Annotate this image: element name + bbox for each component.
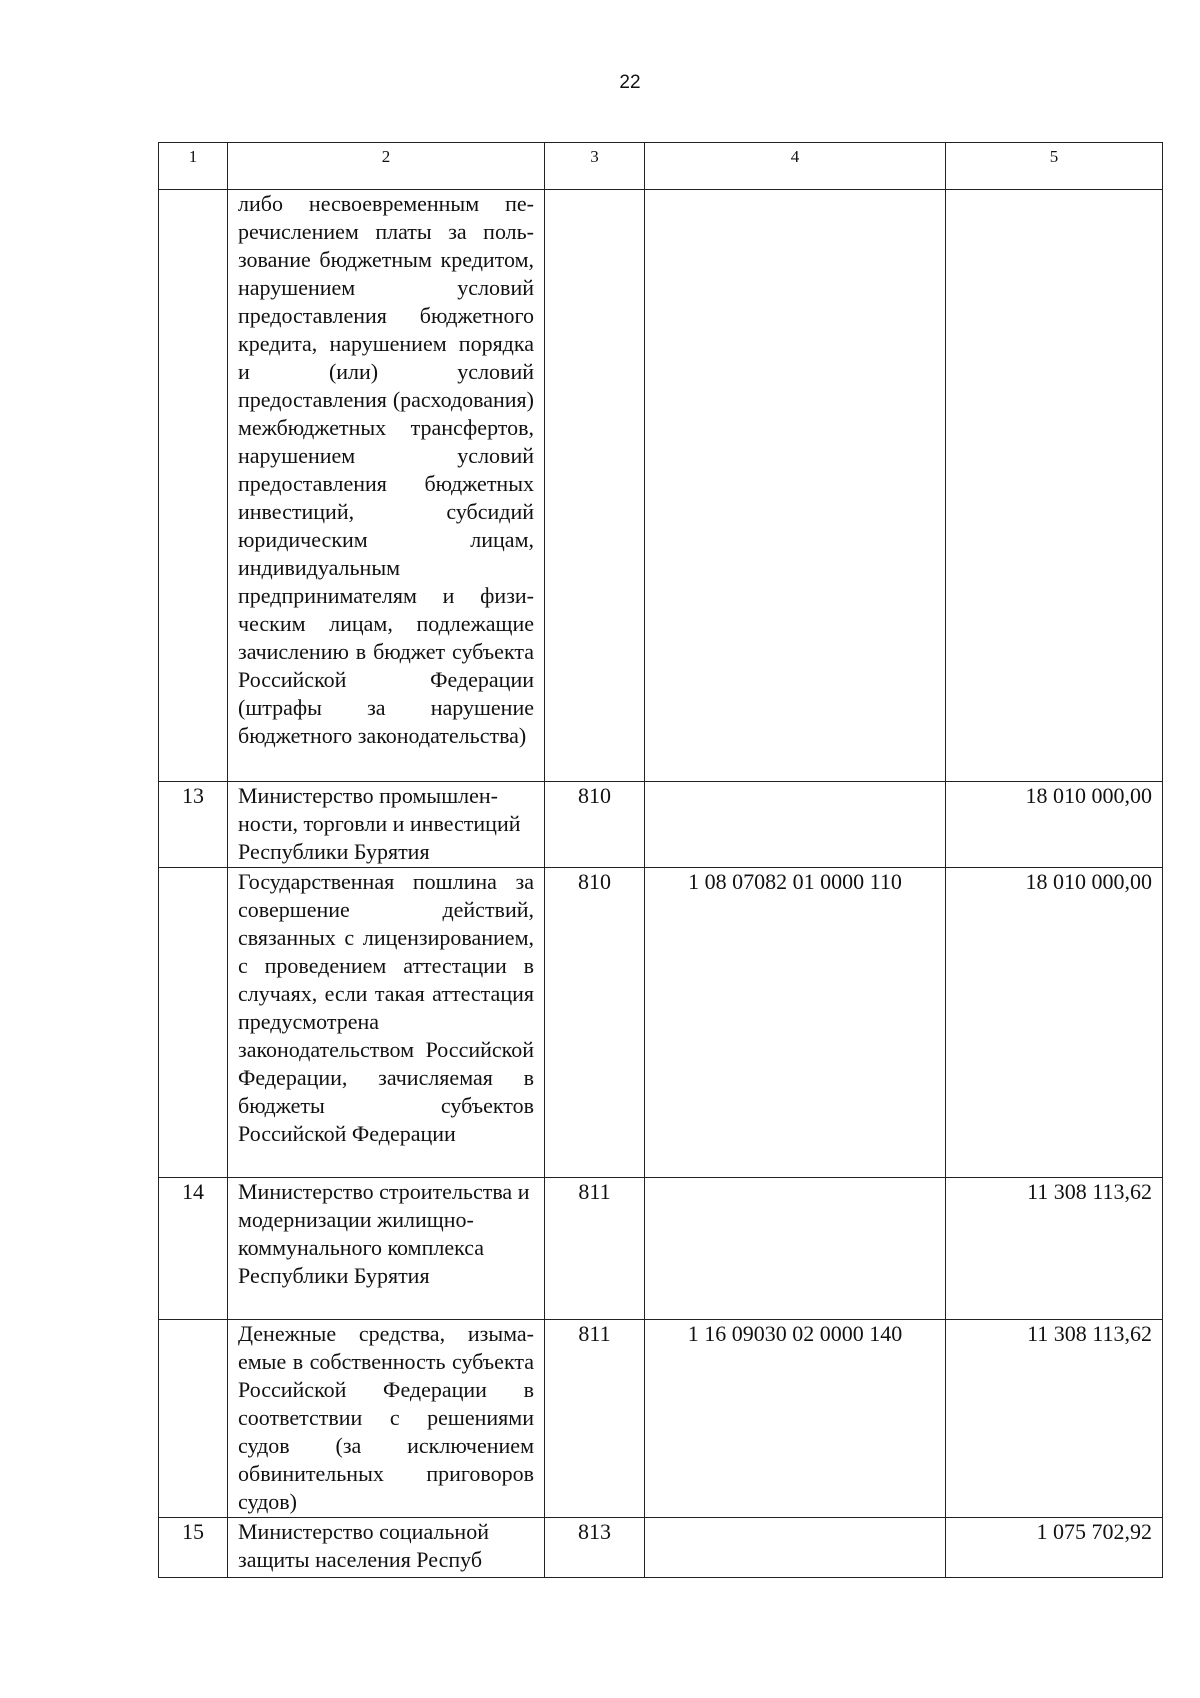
row-budget-code: [645, 190, 946, 782]
row-number: [159, 190, 228, 782]
row-admin-code: [545, 190, 645, 782]
row-budget-code: [645, 1178, 946, 1320]
row-description: либо несвоевременным перечислением платы за пользование бюджетным кредитом, нарушением условий предоставления бюджетного кредита, нарушением порядка и (или) условий предоставления (расходования) межбюджетных трансфертов, нарушением условий предоставления бюджетных инвестиций, субсидий юридическим лицам, индивидуальным предпринимателям и физическим лицам, подлежащие зачислению в бюджет субъекта Российской Федерации (штрафы за нарушение бюджетного законодательства): [228, 190, 545, 782]
table-row: [159, 190, 1163, 782]
row-amount: 11 308 113,62: [946, 1178, 1163, 1320]
row-admin-code: 810: [545, 782, 645, 868]
column-header-5: 5: [946, 143, 1163, 190]
table-header-row: [159, 143, 1163, 190]
row-admin-code: 811: [545, 1178, 645, 1320]
row-budget-code: 1 08 07082 01 0000 110: [645, 868, 946, 1178]
row-amount: 1 075 702,92: [946, 1518, 1163, 1578]
table-row: [159, 1320, 1163, 1518]
row-amount: 18 010 000,00: [946, 782, 1163, 868]
row-admin-code: 810: [545, 868, 645, 1178]
row-number: 14: [159, 1178, 228, 1320]
column-header-1: 1: [159, 143, 228, 190]
revenue-table: [158, 142, 1163, 1578]
table-row: [159, 1178, 1163, 1320]
row-description: Государственная пошлина за совершение действий, связанных с лицензированием, с проведением аттестации в случаях, если такая аттестация предусмотрена законодательством Российской Федерации, зачисляемая в бюджеты субъектов Российской Федерации: [228, 868, 545, 1178]
row-description: Министерство строительства и модернизации жилищно-коммунального комплекса Республики Бурятия: [228, 1178, 545, 1320]
row-admin-code: 813: [545, 1518, 645, 1578]
column-header-4: 4: [645, 143, 946, 190]
page-number: 22: [619, 72, 641, 93]
row-amount: 18 010 000,00: [946, 868, 1163, 1178]
row-amount: [946, 190, 1163, 782]
column-header-3: 3: [545, 143, 645, 190]
row-number: 15: [159, 1518, 228, 1578]
table-row: [159, 868, 1163, 1178]
row-admin-code: 811: [545, 1320, 645, 1518]
row-amount: 11 308 113,62: [946, 1320, 1163, 1518]
row-budget-code: 1 16 09030 02 0000 140: [645, 1320, 946, 1518]
row-description: Министерство промышленности, торговли и инвестиций Республики Бурятия: [228, 782, 545, 868]
row-budget-code: [645, 1518, 946, 1578]
table-row: [159, 1518, 1163, 1578]
row-description: Министерство социальной защиты населения Респуб: [228, 1518, 545, 1578]
row-number: [159, 1320, 228, 1518]
column-header-2: 2: [228, 143, 545, 190]
row-number: [159, 868, 228, 1178]
table-row: [159, 782, 1163, 868]
row-number: 13: [159, 782, 228, 868]
row-budget-code: [645, 782, 946, 868]
row-description: Денежные средства, изымаемые в собственность субъекта Российской Федерации в соответствии с решениями судов (за исключением обвинительных приговоров судов): [228, 1320, 545, 1518]
